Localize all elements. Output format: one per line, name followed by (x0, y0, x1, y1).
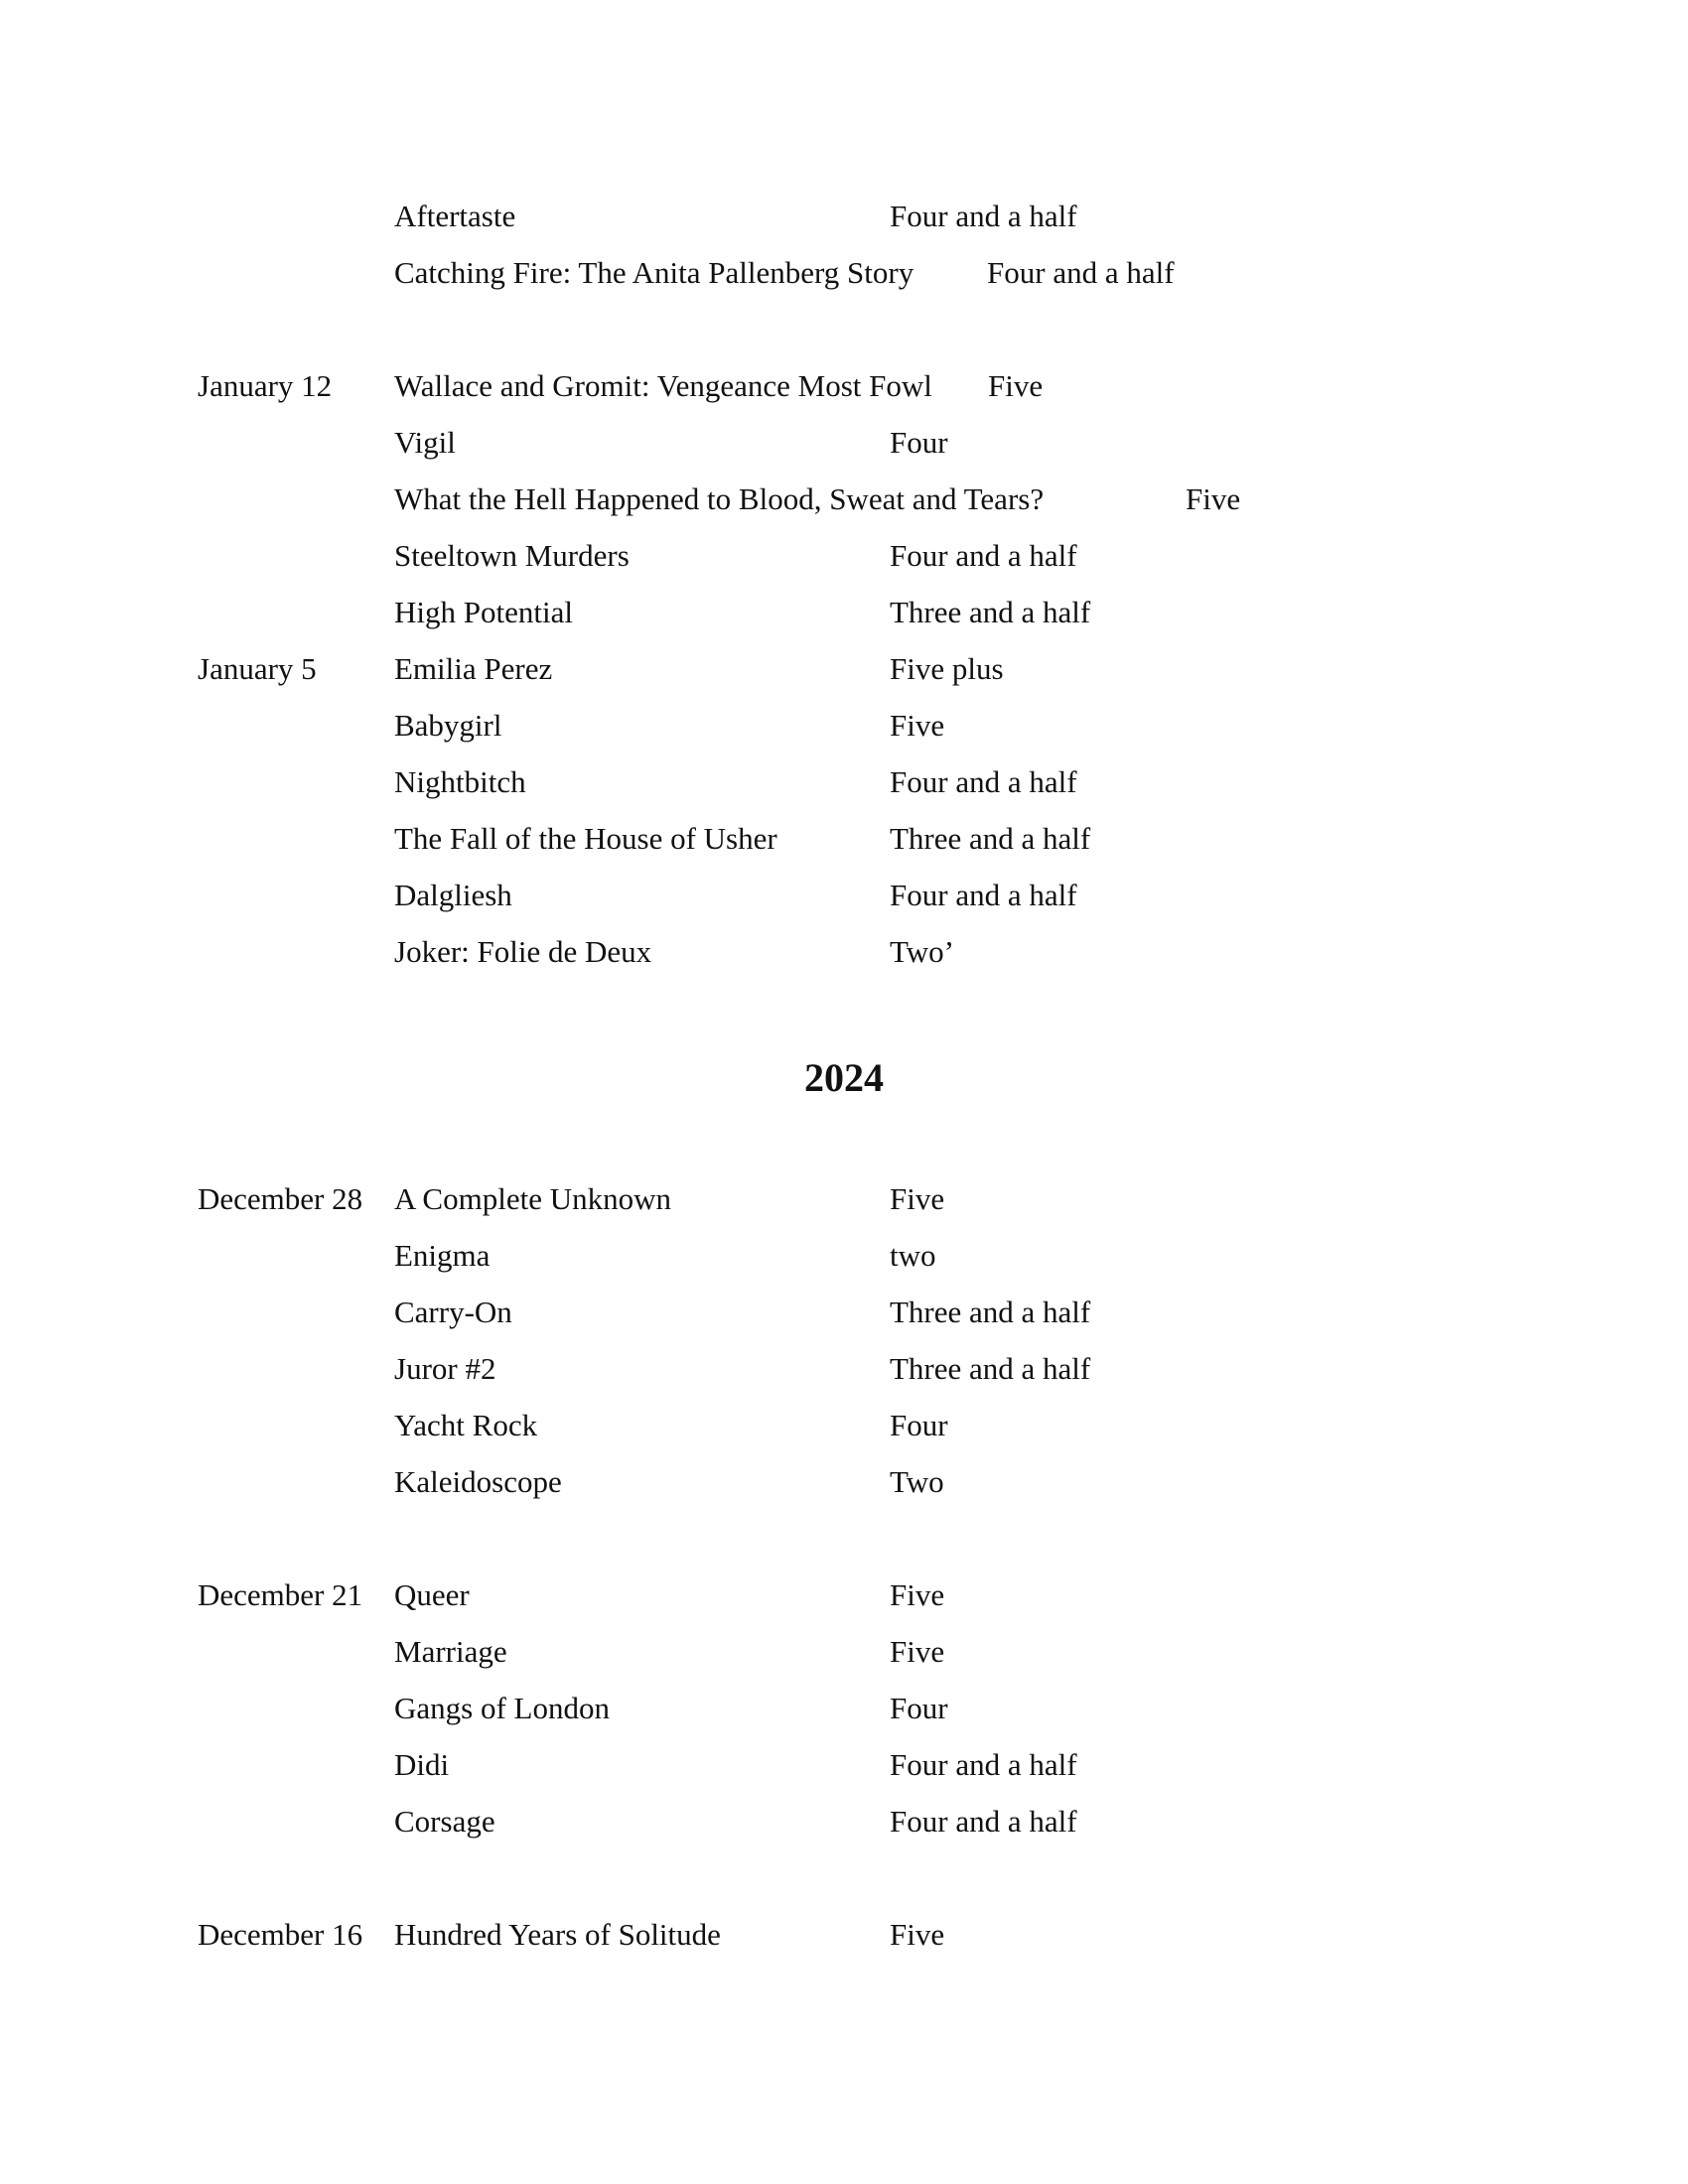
entry-title: Catching Fire: The Anita Pallenberg Story (394, 255, 914, 290)
entry-rating: Three and a half (890, 1295, 1091, 1329)
entry-title: Hundred Years of Solitude (394, 1917, 721, 1952)
entry-rating: Five (890, 708, 945, 743)
entry-title: Juror #2 (394, 1351, 496, 1386)
entry-rating: Five (1186, 481, 1241, 516)
year-heading: 2024 (804, 1055, 884, 1100)
entry-title: Yacht Rock (394, 1408, 538, 1442)
entry-rating: Two (890, 1464, 944, 1499)
entry-rating: Two’ (890, 934, 954, 969)
entry-title: High Potential (394, 595, 573, 629)
entry-title: Carry-On (394, 1295, 512, 1329)
entry-rating: Five (890, 1917, 945, 1952)
entry-rating: two (890, 1238, 936, 1273)
entry-rating: Four and a half (890, 878, 1077, 912)
entry-title: Vigil (394, 425, 456, 460)
entry-rating: Four (890, 1691, 948, 1725)
entry-rating: Four and a half (890, 1804, 1077, 1839)
entry-title: Enigma (394, 1238, 491, 1273)
entry-title: Joker: Folie de Deux (394, 934, 652, 969)
entry-title: Emilia Perez (394, 651, 553, 686)
entry-date: January 12 (198, 368, 333, 403)
entry-rating: Five (890, 1634, 945, 1669)
entry-rating: Four and a half (890, 1747, 1077, 1782)
entry-rating: Four and a half (987, 255, 1175, 290)
entry-rating: Five (988, 368, 1044, 403)
entry-title: Corsage (394, 1804, 495, 1839)
entry-date: December 21 (198, 1577, 363, 1612)
entry-title: Dalgliesh (394, 878, 512, 912)
entry-title: Gangs of London (394, 1691, 610, 1725)
entry-date: January 5 (198, 651, 317, 686)
entry-title: Didi (394, 1747, 450, 1782)
entry-title: Marriage (394, 1634, 507, 1669)
entry-title: Steeltown Murders (394, 538, 630, 573)
entry-rating: Five plus (890, 651, 1004, 686)
entry-title: Wallace and Gromit: Vengeance Most Fowl (394, 368, 932, 403)
entry-rating: Five (890, 1181, 945, 1216)
entry-title: A Complete Unknown (394, 1181, 671, 1216)
entry-rating: Three and a half (890, 821, 1091, 856)
entry-rating: Three and a half (890, 1351, 1091, 1386)
entry-date: December 28 (198, 1181, 363, 1216)
entry-rating: Four (890, 1408, 948, 1442)
entry-rating: Four and a half (890, 538, 1077, 573)
entry-title: Nightbitch (394, 764, 526, 799)
entry-title: What the Hell Happened to Blood, Sweat and Tears? (394, 481, 1045, 516)
entry-title: Queer (394, 1577, 470, 1612)
entry-rating: Three and a half (890, 595, 1091, 629)
entry-rating: Four and a half (890, 199, 1077, 233)
entry-title: Kaleidoscope (394, 1464, 562, 1499)
entry-rating: Five (890, 1577, 945, 1612)
entry-rating: Four (890, 425, 948, 460)
entry-title: Aftertaste (394, 199, 516, 233)
entry-date: December 16 (198, 1917, 363, 1952)
entry-title: Babygirl (394, 708, 502, 743)
entry-rating: Four and a half (890, 764, 1077, 799)
entry-title: The Fall of the House of Usher (394, 821, 777, 856)
